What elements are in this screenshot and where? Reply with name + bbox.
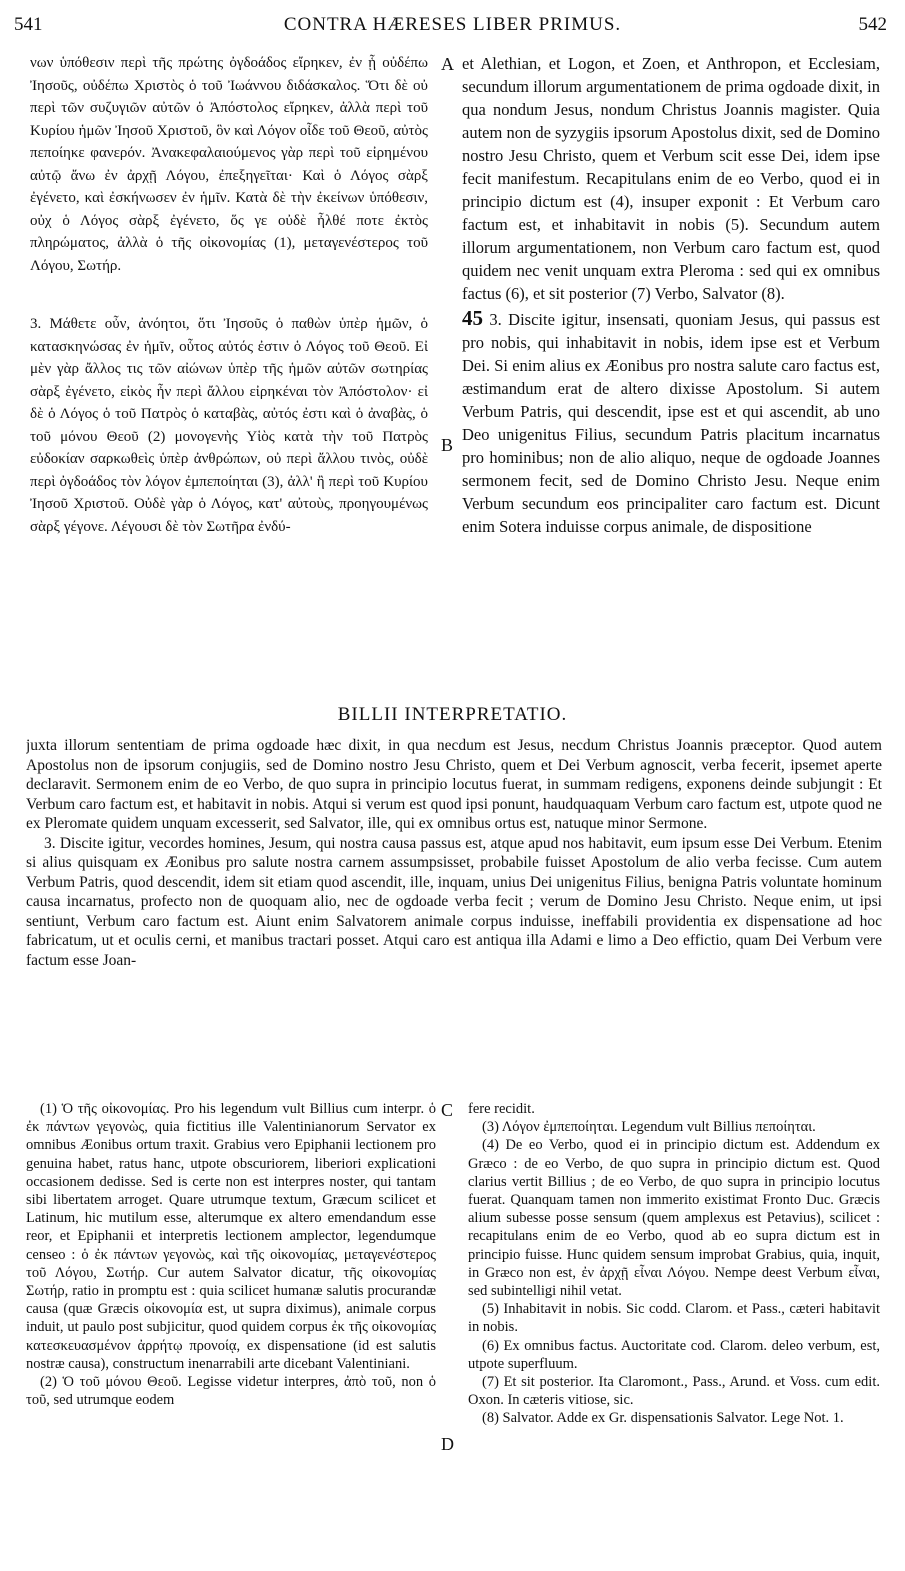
footnotes-right-column — [468, 1100, 880, 1520]
greek-paragraph-2: 3. Μάθετε οὖν, ἀνόητοι, ὅτι Ἰησοῦς ὁ παθὼν ὑπὲρ ἡμῶν, ὁ κατασκηνώσας ἐν ἡμῖν, οὗτος αὐτός ἐστιν ὁ Λόγος τοῦ Θεοῦ. Εἰ μὲν γὰρ ἄλλος τις τῶν αἰώνων ὑπὲρ τῆς ἡμῶν αὐτῶν σωτηρίας σὰρξ ἐγένετο, εἰκὸς ἦν περὶ ἄλλου εἰρηκέναι τὸν Ἀπόστολον· εἰ δὲ ὁ Λόγος ὁ τοῦ Πατρὸς ὁ καταβὰς, αὐτός ἐστι καὶ ὁ ἀναβὰς, ὁ τοῦ μόνου Θεοῦ (2) μονογενὴς Υἱὸς κατὰ τὴν τοῦ Πατρὸς εὐδοκίαν σαρκωθεὶς ὑπὲρ ἀνθρώπων, οὐ περὶ ἄλλου τινὸς, οὐδὲ περὶ ὀγδοάδος τὸν λόγον ἐμπεποίηται (3), ἀλλ' ἢ περὶ τοῦ Κυρίου Ἰησοῦ Χριστοῦ. Οὐδὲ γὰρ ὁ Λόγος, κατ' αὐτοὺς, προηγουμένως σὰρξ γέγονε. Λέγουσι δὲ τὸν Σωτῆρα ἐνδύ- — [30, 316, 428, 535]
margin-letter-d: D — [441, 1434, 454, 1454]
footnote-8: (8) Salvator. Adde ex Gr. dispensationis Salvator. Lege Not. 1. — [482, 1410, 844, 1427]
running-title: CONTRA HÆRESES LIBER PRIMUS. — [283, 14, 622, 35]
billii-interpretation — [26, 736, 882, 1058]
footnote-6: (6) Ex omnibus factus. Auctoritate cod. Clarom. deleo verbum, est, utpote superfluum. — [468, 1337, 880, 1372]
margin-letter-c: C — [441, 1100, 454, 1120]
footnote-3: (3) Λόγον ἐμπεποίηται. Legendum vult Billius πεποίηται. — [482, 1119, 816, 1136]
footnote-5: (5) Inhabitavit in nobis. Sic codd. Clarom. et Pass., cæteri habitavit in nobis. — [468, 1301, 880, 1336]
footnote-continuation: fere recidit. — [468, 1101, 535, 1117]
footnote-2: (2) Ὁ τοῦ μόνου Θεοῦ. Legisse videtur interpres, ἀπὸ τοῦ, non ὁ τοῦ, sed utrumque eodem — [26, 1374, 436, 1409]
footnote-7: (7) Et sit posterior. Ita Claromont., Pass., Arund. et Voss. cum edit. Oxon. In cæteris vitiose, sic. — [468, 1374, 880, 1409]
margin-letter-a: A — [441, 54, 454, 74]
billii-paragraph-1: juxta illorum sententiam de prima ogdoade hæc dixit, in qua necdum est Jesus, necdum Christus Joannis præceptor. Quod autem Apostolus non de ipsorum conjugiis, sed de Domino nostro Jesu Christo, quem et Dei Verbum agnoscit, verba fecerit, ipsemet aperte declaravit. Sermonem enim de eo Verbo, de quo supra in principio locutus fuerat, in summam redigens, exponens deinde subjungit : Et Verbum caro factum est, et habitavit in nobis. Atqui si verum est quod ipsi ponunt, haudquaquam Verbum caro factum est, utpote quod ne ex Pleromate quidem unquam excesserit, sed Salvator, ille, qui ex omnibus ortus est, natuque minor Sermone. — [26, 737, 882, 832]
greek-paragraph-1: νων ὑπόθεσιν περὶ τῆς πρώτης ὀγδοάδος εἴρηκεν, ἐν ᾗ οὐδέπω Ἰησοῦς, οὐδέπω Χριστὸς ὁ τοῦ Ἰωάννου διδάσκαλος. Ὅτι δὲ οὐ περὶ τῶν συζυγιῶν αὐτῶν ὁ Ἀπόστολος εἴρηκεν, ἀλλὰ περὶ τοῦ Κυρίου ἡμῶν Ἰησοῦ Χριστοῦ, ὃν καὶ Λόγον οἶδε τοῦ Θεοῦ, αὐτὸς πεποίηκε φανερόν. Ἀνακεφαλαιούμενος γὰρ περὶ τοῦ εἰρημένου αὐτῷ ἄνω ἐν ἀρχῇ Λόγου, ἐπεξηγεῖται· Καὶ ὁ Λόγος σὰρξ ἐγένετο, καὶ ἐσκήνωσεν ἐν ἡμῖν. Κατὰ δὲ τὴν ἐκείνων ὑπόθεσιν, οὐχ ὁ Λόγος σὰρξ ἐγένετο, ὅς γε οὐδὲ ἦλθέ ποτε ἐκτὸς πληρώματος, ἀλλὰ ὁ τῆς οἰκονομίας (1), μεταγενέστερος τοῦ Λόγου, Σωτήρ. — [30, 55, 428, 274]
margin-letter-b: B — [441, 435, 454, 455]
column-number: 45 — [462, 306, 483, 330]
footnote-4: (4) De eo Verbo, quod ei in principio dictum est. Addendum ex Græco : de eo Verbo, de quo supra in principio dictum est. Quod clarius vertit Billius ; de eo Verbo, de quo supra in principio locutus fuerat. Quanquam tamen non immerito existimat Fronto Duc. Græcis alium subesse posse sensum (quem amplexus est Petavius), scilicet : recapitulans enim de eo Verbo, quod ab eo supra dictum est in principio fuisse. Hunc quidem sensum improbat Grabius, quia, inquit, in Græco non est, ἐν ἀρχῇ εἶναι Λόγου. Nempe deest Verbum εἶναι, sed subintelligi nihil vetat. — [468, 1137, 880, 1300]
footnotes-left-column — [26, 1100, 436, 1520]
footnote-1: (1) Ὁ τῆς οἰκονομίας. Pro his legendum vult Billius cum interpr. ὁ ἐκ πάντων γεγονὼς, quia fictitius ille Valentinianorum Servator ex omnibus Æonibus ortum traxit. Grabius vero Epiphanii lectionem pro genuina habet, ratus hanc, utpote obscuriorem, liberiori explicationi occasionem dedisse. Sed is certe non est interpres noster, qui tantam sibi libertatem arroget. Quare utrumque textum, Græcum scilicet et Latinum, hic mutilum esse, alterumque ex altero emendandum esse reor, et Epiphanii et interpretis lectionem amplector, legendumque censeo : ὁ ἐκ πάντων γεγονὼς, καὶ τῆς οἰκονομίας, μεταγενέστερος τοῦ Λόγου, Σωτήρ. Cur autem Salvator dicatur, τῆς οἰκονομίας Σωτήρ, ratio in promptu est : quia scilicet humanæ salutis procurandæ causa (quæ Græcis οἰκονομία est, ut supra diximus), animale corpus induit, ut paulo post subjicitur, quod quidem corpus ἐκ τῆς οἰκονομίας κατεσκευασμένον ἀρρήτῳ προνοίᾳ, ex dispensatione (id est salutis nostræ causa), constructum inenarrabili arte dicebant Valentiniani. — [26, 1101, 436, 1372]
section-title: BILLII INTERPRETATIO. — [337, 704, 568, 725]
latin-paragraph-2: 45 3. Discite igitur, insensati, quoniam Jesus, qui passus est pro nobis, qui inhabitavit in nobis, idem ipse est et Verbum Dei. Si enim alius ex Æonibus pro nostra salute caro factus est, æstimandum erat de altero dixisse Apostolum. Si autem Verbum Patris, qui descendit, ipse est et qui ascendit, ab uno Deo unigenitus Filius, secundum Patris placitum incarnatus pro hominibus; non de alio aliquo, neque de ogdoade Joannes sermonem fecit, sed de Domino Christo Jesu. Neque enim Verbum secundum eos principaliter caro factum est. Dicunt enim Sotera induisse corpus animale, de dispositione — [462, 306, 880, 536]
greek-text-column — [30, 52, 428, 697]
billii-paragraph-2: 3. Discite igitur, vecordes homines, Jesum, qui nostra causa passus est, atque apud nos habitavit, eum ipsum esse Dei Verbum. Etenim si alius quisquam ex Æonibus pro salute nostra carnem assumpsisset, probabile fuisset Apostolum de alio verba fecisse. Cum autem Verbum Patris, quod descendit, idem sit etiam quod ascendit, ille, inquam, unius Dei unigenitus Filius, benigna Patris voluntate hominum causa incarnatus, profecto non de quoquam alio, nec de ogdoade verba fecit ; verum de Domino Jesu Christo. Neque enim, ut ipsi sentiunt, Verbum caro factum est. Aiunt enim Salvatorem animale corpus induisse, ineffabili providentia ex dispensatione ad hoc fabricatum, ut et oculis cerni, et manibus tractari posset. Atqui caro est antiqua illa Adami e limo a Deo effictio, quam Dei Verbum vere factum esse Joan- — [26, 834, 882, 969]
latin-paragraph-1: et Alethian, et Logon, et Zoen, et Anthropon, et Ecclesiam, secundum illorum argumentationem de prima ogdoade dixit, in qua nondum Jesus, nondum Christus Joannis magister. Quia autem non de syzygiis ipsorum Apostolus dixit, sed de Domino nostro Jesu Christo, quem et Verbum scit esse Dei, idem ipse fecit manifestum. Recapitulans enim de eo Verbo, quod ei in principio dictum est (4), insuper exponit : Et Verbum caro factum est, et inhabitavit in nobis (5). Secundum autem illorum argumentationem, non Verbum caro factum est, quod quidem nec venit unquam extra Pleroma : sed qui ex omnibus factus (6), et sit posterior (7) Verbo, Salvator (8). — [462, 54, 880, 303]
latin-text-column — [462, 52, 880, 697]
left-page-number: 541 — [14, 14, 43, 35]
right-page-number: 542 — [858, 14, 887, 35]
